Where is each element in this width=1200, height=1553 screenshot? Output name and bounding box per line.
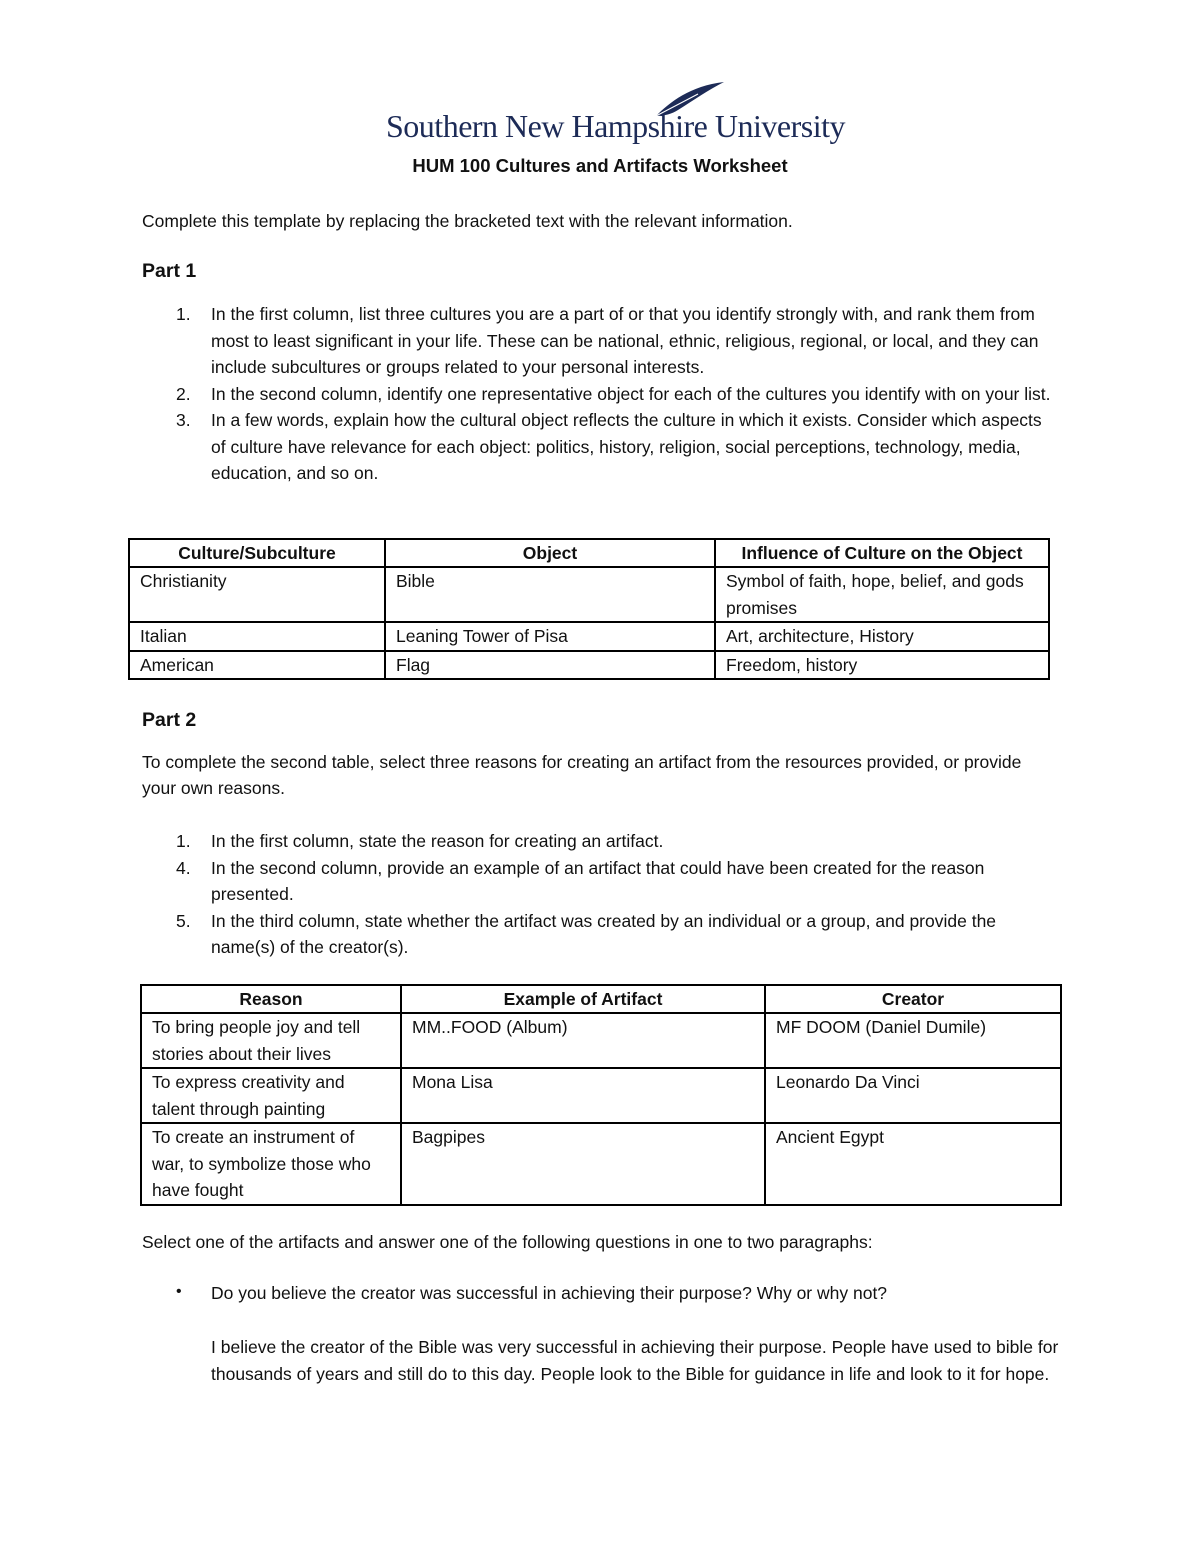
list-item: 1. In the first column, list three cultures you are a part of or that you identify strongly with, and rank them from most to least significant in your life. These can be national, ethnic, religious, regional, or local, and they can include subcultures or groups related to your personal interests.	[176, 304, 1039, 377]
list-item: 3. In a few words, explain how the cultural object reflects the culture in which it exists. Consider which aspects of culture have relevance for each object: politics, history, religion, social perceptions, technology, media, education, and so on.	[176, 410, 1042, 483]
part2-heading: Part 2	[142, 709, 197, 731]
answer-paragraph: I believe the creator of the Bible was very successful in achieving their purpose. People have used to bible for thousands of years and still do to this day. People look to the Bible for guidance in life and look to it for hope.	[211, 1337, 1059, 1384]
table-header-cell: Object	[385, 539, 715, 567]
table-row	[129, 567, 1049, 622]
table-cell: Bible	[385, 567, 715, 622]
cultures-table	[128, 538, 1050, 680]
table-header-cell: Reason	[141, 985, 401, 1013]
list-item: 2. In the second column, identify one representative object for each of the cultures you identify with on your list.	[176, 383, 1051, 404]
table-cell: Mona Lisa	[401, 1068, 765, 1123]
intro-text: Complete this template by replacing the bracketed text with the relevant information.	[142, 211, 793, 231]
table-cell: American	[129, 651, 385, 680]
table-cell: Symbol of faith, hope, belief, and gods promises	[715, 567, 1049, 622]
table-cell: To express creativity and talent through painting	[141, 1068, 401, 1123]
table-cell: Freedom, history	[715, 651, 1049, 680]
feather-icon	[648, 80, 728, 120]
list-item: 5. In the third column, state whether the artifact was created by an individual or a group, and provide the name(s) of the creator(s).	[176, 910, 997, 957]
table-cell: Art, architecture, History	[715, 622, 1049, 651]
table-header-row	[129, 539, 1049, 567]
bullet-icon: •	[176, 1283, 182, 1300]
table-cell: To create an instrument of war, to symbolize those who have fought	[141, 1123, 401, 1205]
table-cell: Flag	[385, 651, 715, 680]
table-header-cell: Creator	[765, 985, 1061, 1013]
list-item: 4. In the second column, provide an example of an artifact that could have been created for the reason presented.	[176, 857, 985, 904]
table-row	[141, 1123, 1061, 1205]
table-cell: Bagpipes	[401, 1123, 765, 1205]
table-cell: Ancient Egypt	[765, 1123, 1061, 1205]
part2-instructions	[142, 828, 1052, 961]
table-cell: Leaning Tower of Pisa	[385, 622, 715, 651]
table-cell: MF DOOM (Daniel Dumile)	[765, 1013, 1061, 1068]
table-cell: To bring people joy and tell stories about their lives	[141, 1013, 401, 1068]
artifacts-table	[140, 984, 1062, 1206]
part2-intro: To complete the second table, select three reasons for creating an artifact from the resources provided, or provide your own reasons.	[142, 752, 1022, 798]
logo-text: Southern New Hampshire University	[386, 108, 845, 144]
question-text: Do you believe the creator was successful in achieving their purpose? Why or why not?	[211, 1283, 888, 1303]
part1-heading: Part 1	[142, 260, 197, 282]
table-row	[141, 1068, 1061, 1123]
list-item: 1. In the first column, state the reason for creating an artifact.	[176, 831, 664, 851]
table-cell: MM..FOOD (Album)	[401, 1013, 765, 1068]
table-header-row	[141, 985, 1061, 1013]
part1-instructions	[142, 301, 1052, 487]
table-cell: Christianity	[129, 567, 385, 622]
table-header-cell: Culture/Subculture	[129, 539, 385, 567]
table-row	[129, 651, 1049, 680]
table-row	[129, 622, 1049, 651]
select-prompt: Select one of the artifacts and answer one of the following questions in one to two paragraphs:	[142, 1232, 873, 1252]
table-row	[141, 1013, 1061, 1068]
document-title: HUM 100 Cultures and Artifacts Worksheet	[412, 155, 788, 176]
table-cell: Italian	[129, 622, 385, 651]
university-logo	[386, 80, 845, 150]
table-cell: Leonardo Da Vinci	[765, 1068, 1061, 1123]
table-header-cell: Example of Artifact	[401, 985, 765, 1013]
table-header-cell: Influence of Culture on the Object	[715, 539, 1049, 567]
